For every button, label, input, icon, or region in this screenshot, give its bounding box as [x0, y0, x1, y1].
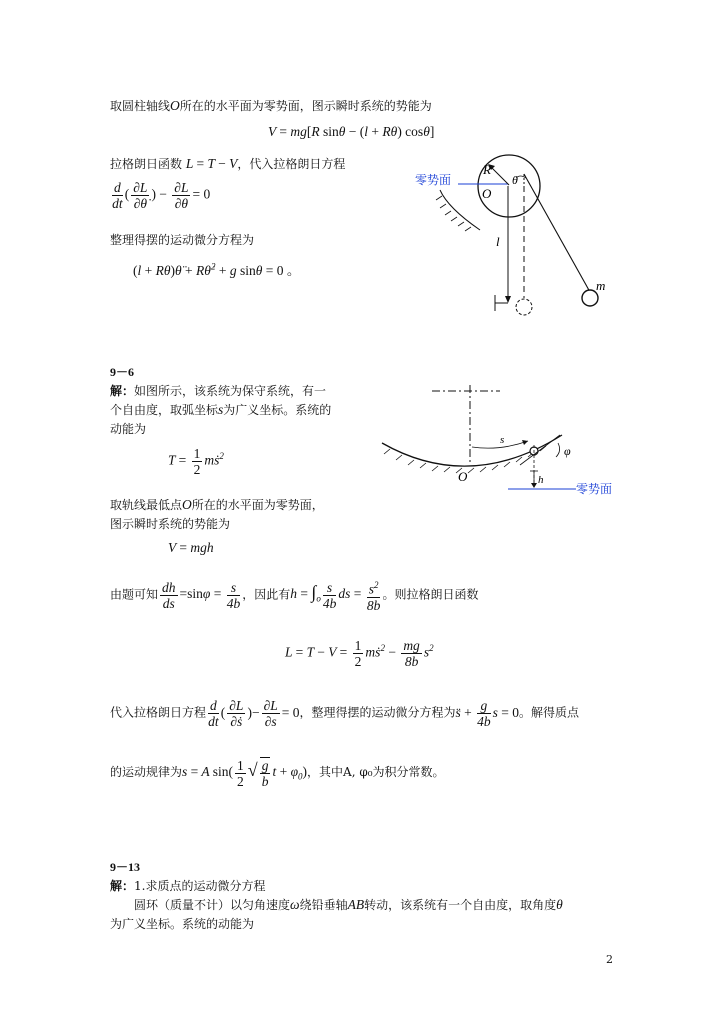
section2-p3: 动能为 — [110, 422, 147, 436]
section3-solve-label: 解： — [110, 879, 135, 893]
section2-p7-a: 代入拉格朗日方程 — [110, 705, 207, 720]
section2-p6-a: 由题可知 — [110, 587, 159, 602]
figure-arc-track — [380, 385, 640, 500]
section2-p4: 取轨线最低点O所在的水平面为零势面， — [110, 497, 324, 512]
section3-p1 — [110, 877, 265, 894]
section3-heading: 9－13 — [110, 860, 141, 874]
lagrange-intro: 拉格朗日函数 L = T − V，代入拉格朗日方程 — [110, 156, 346, 171]
section3-p3: 为广义坐标。系统的动能为 — [110, 917, 255, 931]
figure1-zero-label: 零势面 — [415, 173, 452, 187]
figure2-O-label: O — [458, 469, 468, 484]
section2-p6: 由题可知 $\frac{dh}{ds}$ =sinφ = $\frac{s}{4b}$ ，因此有$h = \int_o$ $\frac{s}{4b}$ ds = $\frac{s^2}{8b}$ 。则拉格朗日函数 — [110, 579, 479, 613]
section3-p2: 圆环（质量不计）以匀角速度ω绕铅垂轴AB转动，该系统有一个自由度，取角度θ — [134, 897, 563, 912]
figure1-O-label: O — [482, 186, 492, 201]
equation-lagrangian: L = T − V = $\frac{1}{2}$ mṡ$^2$ − $\frac{mg}{8b}$ $s^2$ — [285, 638, 434, 669]
equation-potential: V = mg[R sinθ − (l + Rθ) cosθ] — [268, 124, 435, 139]
figure1-R-label: R — [483, 162, 491, 177]
section2-p8-b: ，其中A, φ₀为积分常数。 — [307, 765, 445, 780]
figure2-s-label: s — [500, 434, 505, 446]
section2-p6-c: 。则拉格朗日函数 — [382, 587, 479, 602]
section2-p5: 图示瞬时系统的势能为 — [110, 517, 231, 531]
section1-line1: 取圆柱轴线O所在的水平面为零势面，图示瞬时系统的势能为 — [110, 98, 432, 113]
figure2-h-label: h — [538, 474, 544, 486]
equation-potential2: V = mgh — [168, 540, 214, 555]
figure-cylinder-pendulum — [410, 150, 620, 325]
section2-p7: 代入拉格朗日方程 $\frac{d}{dt}$ ( $\frac{\partial L}{\text{∂ṡ}}$ )− $\frac{\partial L}{\partial s}$ = 0，整理得摆的运动微分方程为s̈ + $\frac{g}{4b}$ s = 0。解得质点 — [110, 698, 580, 729]
section2-p7-c: 。解得质点 — [519, 705, 580, 720]
equation-kinetic: T = $\frac{1}{2}$ mṡ$^2$ — [168, 446, 224, 477]
figure1-m-label: m — [596, 278, 606, 293]
figure2-phi-label: φ — [564, 444, 571, 458]
section2-heading: 9－6 — [110, 365, 135, 379]
equation-result: (l + Rθ)θ̈ + Rθ̇$^2$ + g sinθ = 0 。 — [133, 261, 301, 278]
section2-solve-label: 解： — [110, 384, 135, 398]
equation-lagrange: $\frac{d}{dt}$ ( $\frac{\partial L}{\partial\thetȧ}$ ) − $\frac{\partial L}{\partial\theta}$ = 0 — [112, 180, 211, 211]
section2-p6-b: ，因此有 — [242, 587, 291, 602]
section2-p8-a: 的运动规律为 — [110, 765, 183, 780]
result-intro: 整理得摆的运动微分方程为 — [110, 233, 255, 247]
figure2-zero-label: 零势面 — [576, 482, 613, 496]
page-number: 2 — [606, 953, 613, 966]
section3-p1-text: 1.求质点的运动微分方程 — [134, 879, 266, 893]
section2-p7-b: ，整理得摆的运动微分方程为 — [299, 705, 456, 720]
section2-p2: 个自由度，取弧坐标s为广义坐标。系统的 — [110, 402, 332, 417]
section2-p1-text: 如图所示，该系统为保守系统，有一 — [134, 384, 327, 398]
section2-p8: 的运动规律为s = A sin( $\frac{1}{2}$ √ $\frac{g}{b}$ $t + \varphi_0$)，其中A, φ₀为积分常数。 — [110, 757, 445, 789]
figure1-theta-label: θ — [512, 173, 518, 187]
section2-p1 — [110, 382, 326, 399]
figure1-l-label: l — [496, 234, 500, 249]
